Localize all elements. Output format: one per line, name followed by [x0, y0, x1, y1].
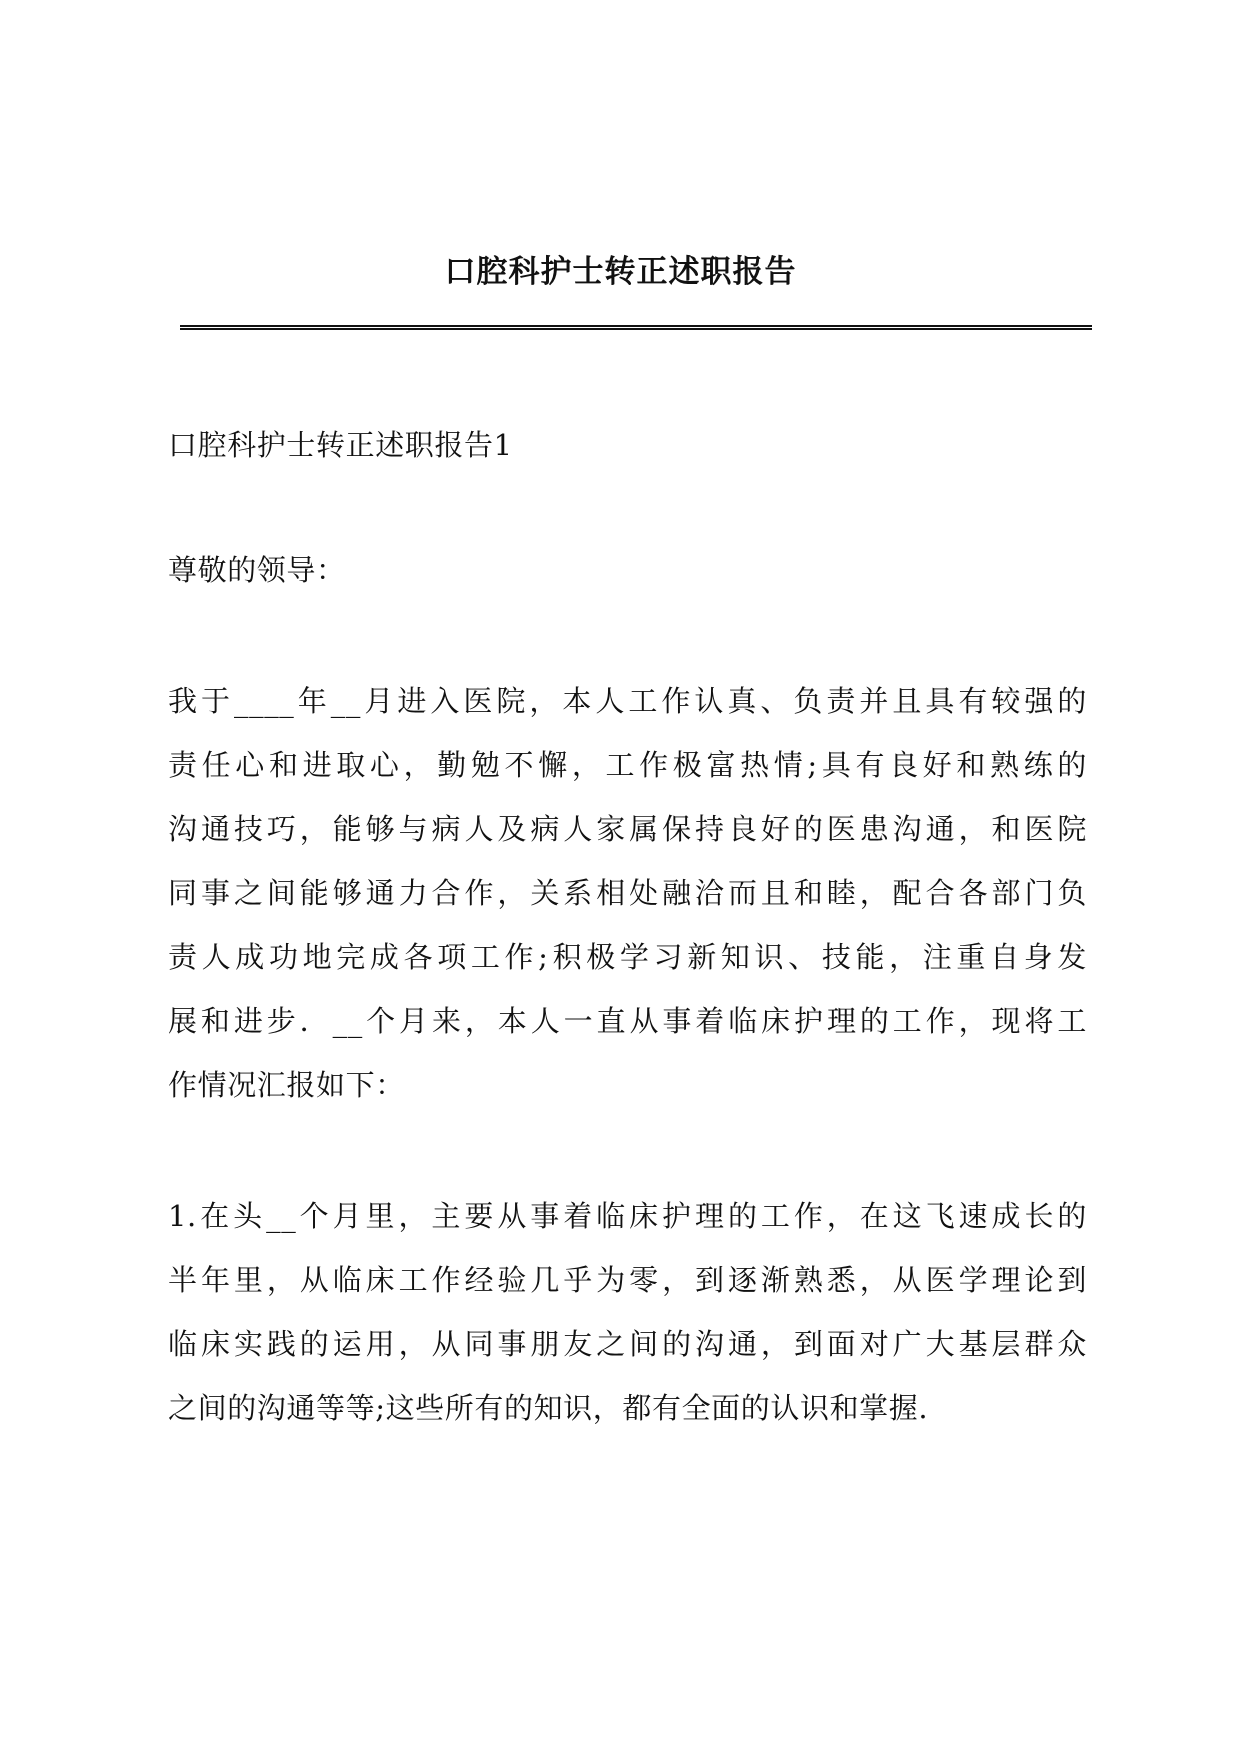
paragraph-line: 1.在头__个月里，主要从事着临床护理的工作，在这飞速成长的 — [168, 1199, 1087, 1233]
salutation: 尊敬的领导： — [168, 553, 346, 587]
paragraph-line: 临床实践的运用，从同事朋友之间的沟通，到面对广大基层群众 — [168, 1327, 1087, 1361]
paragraph-line: 展和进步．__个月来，本人一直从事着临床护理的工作，现将工 — [168, 1004, 1087, 1038]
paragraph-line: 责人成功地完成各项工作;积极学习新知识、技能，注重自身发 — [168, 940, 1087, 974]
title-double-rule — [180, 325, 1092, 330]
paragraph-line: 作情况汇报如下： — [168, 1068, 405, 1102]
page-title: 口腔科护士转正述职报告 — [444, 254, 797, 290]
paragraph-line: 之间的沟通等等;这些所有的知识，都有全面的认识和掌握. — [168, 1391, 929, 1425]
section-heading: 口腔科护士转正述职报告1 — [168, 428, 513, 462]
paragraph-line: 同事之间能够通力合作，关系相处融洽而且和睦，配合各部门负 — [168, 876, 1087, 910]
paragraph-line: 我于____年__月进入医院，本人工作认真、负责并且具有较强的 — [168, 684, 1087, 718]
paragraph-line: 沟通技巧，能够与病人及病人家属保持良好的医患沟通，和医院 — [168, 812, 1087, 846]
paragraph-line: 责任心和进取心，勤勉不懈，工作极富热情;具有良好和熟练的 — [168, 748, 1087, 782]
paragraph-line: 半年里，从临床工作经验几乎为零，到逐渐熟悉，从医学理论到 — [168, 1263, 1087, 1297]
